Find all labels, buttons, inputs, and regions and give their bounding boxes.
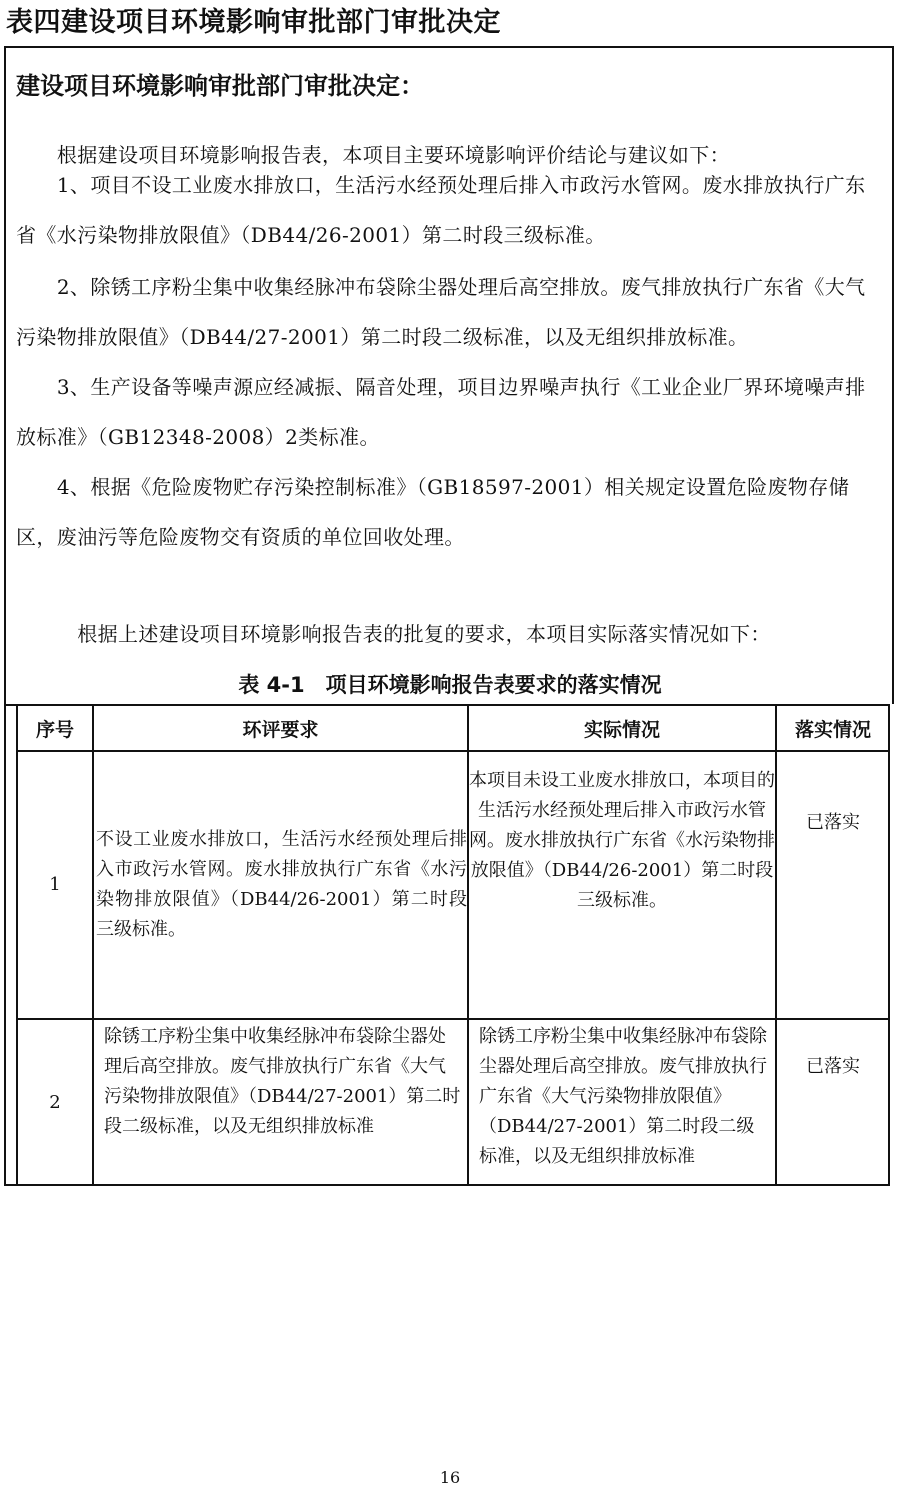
header-requirement: 环评要求 — [93, 706, 468, 751]
table-row — [17, 1019, 889, 1185]
row-no: 1 — [17, 751, 93, 1019]
conclusion-item-1: 1、项目不设工业废水排放口，生活污水经预处理后排入市政污水管网。废水排放执行广东省《水污染物排放限值》（DB44/26-2001）第二时段三级标准。 — [16, 173, 866, 247]
table-caption: 表 4-1 项目环境影响报告表要求的落实情况 — [238, 673, 662, 697]
decision-box-title: 建设项目环境影响审批部门审批决定： — [16, 72, 424, 100]
implementation-intro: 根据上述建设项目环境影响报告表的批复的要求，本项目实际落实情况如下： — [77, 622, 771, 646]
conclusion-item-2: 2、除锈工序粉尘集中收集经脉冲布袋除尘器处理后高空排放。废气排放执行广东省《大气污染物排放限值》（DB44/27-2001）第二时段二级标准，以及无组织排放标准。 — [16, 275, 866, 349]
header-actual: 实际情况 — [468, 706, 776, 751]
table-header-row — [17, 706, 889, 751]
row-status: 已落实 — [776, 751, 889, 1019]
row-no: 2 — [17, 1019, 93, 1185]
table-row — [17, 751, 889, 1019]
row-requirement: 不设工业废水排放口，生活污水经预处理后排入市政污水管网。废水排放执行广东省《水污染物排放限值》（DB44/26-2001）第二时段三级标准。 — [93, 751, 468, 1019]
header-no: 序号 — [17, 706, 93, 751]
conclusion-item-4: 4、根据《危险废物贮存污染控制标准》（GB18597-2001）相关规定设置危险废物存储区，废油污等危险废物交有资质的单位回收处理。 — [16, 475, 850, 549]
intro-paragraph: 根据建设项目环境影响报告表，本项目主要环境影响评价结论与建议如下： — [56, 143, 731, 167]
row-actual: 本项目未设工业废水排放口，本项目的生活污水经预处理后排入市政污水管网。废水排放执行广东省《水污染物排放限值》（DB44/26-2001）第二时段三级标准。 — [468, 751, 776, 1019]
implementation-table — [16, 706, 889, 1185]
implementation-table-frame — [4, 704, 890, 1186]
row-actual: 除锈工序粉尘集中收集经脉冲布袋除尘器处理后高空排放。废气排放执行广东省《大气污染物排放限值》（DB44/27-2001）第二时段二级标准，以及无组织排放标准 — [468, 1019, 776, 1185]
header-status: 落实情况 — [776, 706, 889, 751]
row-status: 已落实 — [776, 1019, 889, 1185]
conclusion-item-3: 3、生产设备等噪声源应经减振、隔音处理，项目边界噪声执行《工业企业厂界环境噪声排放标准》（GB12348-2008）2类标准。 — [16, 375, 866, 449]
page-number: 16 — [439, 1468, 461, 1487]
section-heading: 表四建设项目环境影响审批部门审批决定 — [6, 7, 501, 38]
row-requirement: 除锈工序粉尘集中收集经脉冲布袋除尘器处理后高空排放。废气排放执行广东省《大气污染物排放限值》（DB44/27-2001）第二时段二级标准，以及无组织排放标准 — [93, 1019, 468, 1185]
